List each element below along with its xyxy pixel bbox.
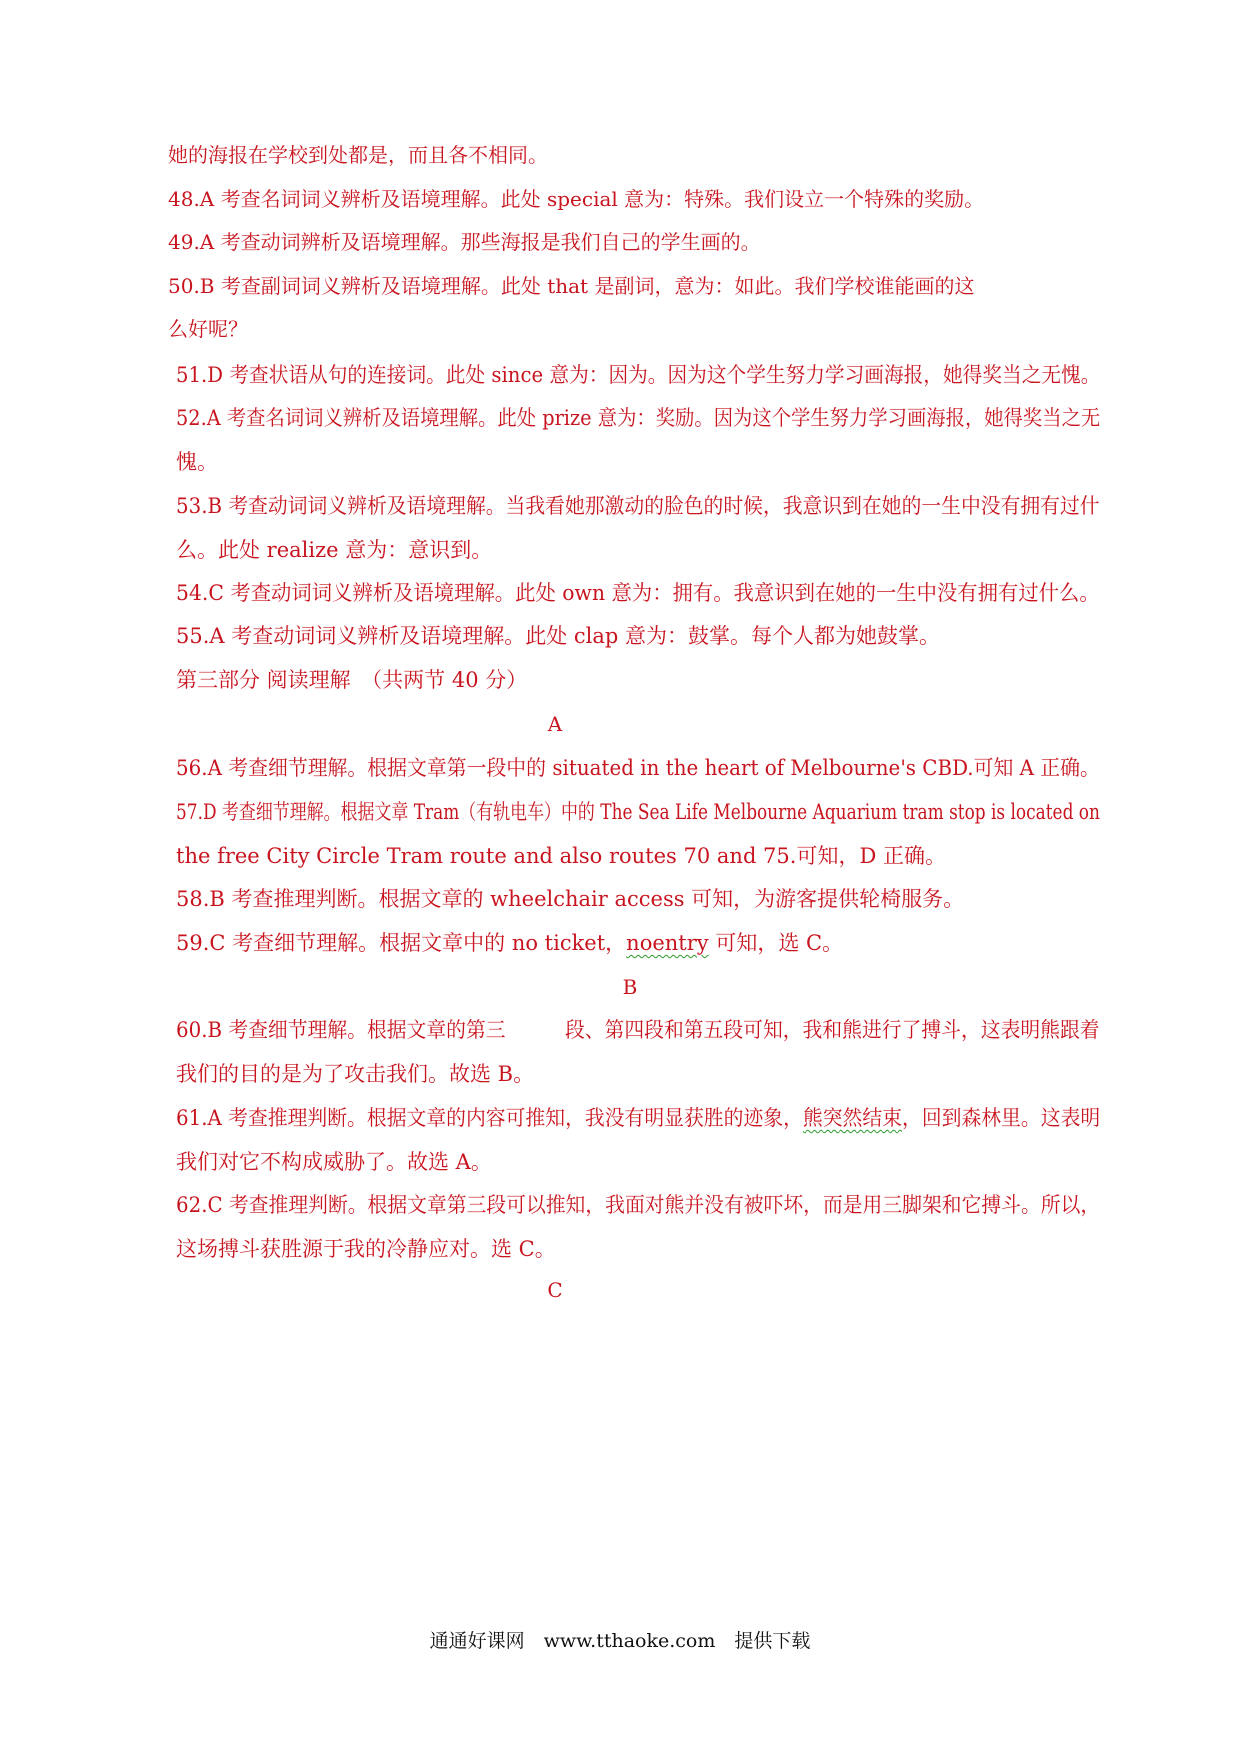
- answer-58: 58.B 考查推理判断。根据文章的 wheelchair access 可知，为游客提供轮椅服务。: [176, 887, 965, 911]
- answer-51: 51.D 考查状语从句的连接词。此处 since 意为：因为。因为这个学生努力学习画海报，她得奖当之无愧。: [176, 363, 1101, 387]
- answer-61-cont: 我们对它不构成威胁了。故选 A。: [176, 1150, 492, 1174]
- answer-62-cont: 这场搏斗获胜源于我的冷静应对。选 C。: [176, 1237, 556, 1261]
- answer-56: 56.A 考查细节理解。根据文章第一段中的 situated in the heart of Melbourne's CBD.可知 A 正确。: [176, 756, 1100, 780]
- answer-59-tail: 可知，选 C。: [708, 931, 844, 955]
- answer-52-cont: 愧。: [176, 450, 218, 474]
- answer-61-tail: ，回到森林里。这表明: [902, 1106, 1101, 1130]
- answer-60-cont: 我们的目的是为了攻击我们。故选 B。: [176, 1062, 535, 1086]
- answer-53: 53.B 考查动词词义辨析及语境理解。当我看她那激动的脸色的时候，我意识到在她的一生中没有拥有过什: [176, 494, 1100, 518]
- passage-heading-b: B: [622, 975, 638, 999]
- spellcheck-phrase: 熊突然结束: [802, 1106, 903, 1130]
- answer-57: 57.D 考查细节理解。根据文章 Tram（有轨电车）中的 The Sea Life Melbourne Aquarium tram stop is located on: [176, 800, 1100, 824]
- answer-57-cont: the free City Circle Tram route and also routes 70 and 75.可知，D 正确。: [176, 844, 946, 868]
- section-heading: 第三部分 阅读理解 （共两节 40 分）: [176, 668, 528, 692]
- answer-59: [176, 930, 843, 956]
- answer-53-cont: 么。此处 realize 意为：意识到。: [176, 538, 493, 562]
- answer-59-text: 59.C 考查细节理解。根据文章中的 no ticket，: [176, 931, 627, 955]
- answer-52: 52.A 考查名词词义辨析及语境理解。此处 prize 意为：奖励。因为这个学生努力学习画海报，她得奖当之无: [176, 406, 1101, 430]
- answer-50-cont: 么好呢？: [168, 317, 248, 341]
- text-line: 她的海报在学校到处都是，而且各不相同。: [168, 143, 548, 167]
- footer-text: 通通好课网 www.tthaoke.com 提供下载: [429, 1630, 811, 1652]
- passage-heading-a: A: [547, 712, 563, 736]
- answer-50: 50.B 考查副词词义辨析及语境理解。此处 that 是副词，意为：如此。我们学校谁能画的这: [168, 274, 975, 298]
- answer-49: 49.A 考查动词辨析及语境理解。那些海报是我们自己的学生画的。: [168, 230, 761, 254]
- answer-61-text: 61.A 考查推理判断。根据文章的内容可推知，我没有明显获胜的迹象，: [176, 1106, 803, 1130]
- answer-60: 60.B 考查细节理解。根据文章的第三 段、第四段和第五段可知，我和熊进行了搏斗，这表明熊跟着: [176, 1018, 1100, 1042]
- answer-62: 62.C 考查推理判断。根据文章第三段可以推知，我面对熊并没有被吓坏，而是用三脚架和它搏斗。所以，: [176, 1193, 1101, 1217]
- spellcheck-word: noentry: [626, 931, 709, 955]
- answer-61: [176, 1105, 1100, 1131]
- answer-55: 55.A 考查动词词义辨析及语境理解。此处 clap 意为：鼓掌。每个人都为她鼓掌。: [176, 624, 941, 648]
- answer-54: 54.C 考查动词词义辨析及语境理解。此处 own 意为：拥有。我意识到在她的一生中没有拥有过什么。: [176, 581, 1100, 605]
- passage-heading-c: C: [547, 1278, 563, 1302]
- answer-48: 48.A 考查名词词义辨析及语境理解。此处 special 意为：特殊。我们设立一个特殊的奖励。: [168, 187, 985, 211]
